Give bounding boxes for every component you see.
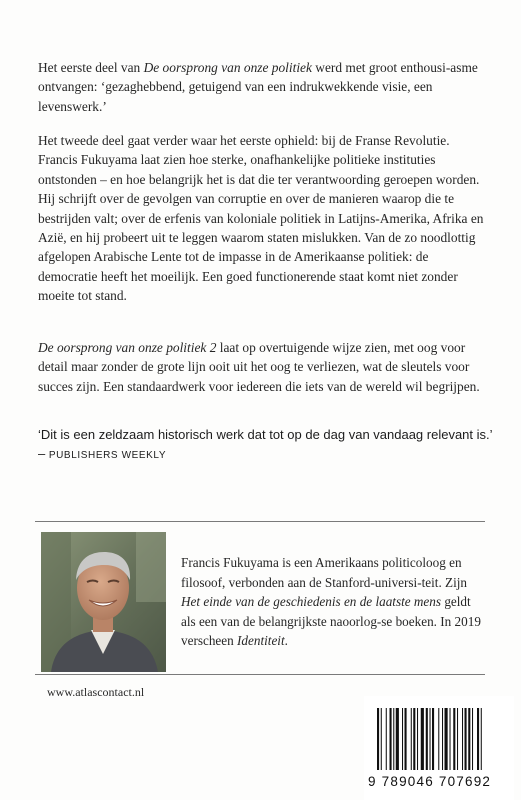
isbn-barcode <box>364 696 514 800</box>
author-portrait-image <box>41 532 166 672</box>
book-title: De oorsprong van onze politiek <box>143 60 312 75</box>
blurb-paragraph-1 <box>38 58 488 116</box>
review-quote <box>38 425 493 465</box>
author-photo <box>41 532 166 672</box>
author-bio-text-3: . <box>284 633 288 649</box>
blurb-paragraph-3 <box>38 338 488 396</box>
quote-text: ‘Dit is een zeldzaam historisch werk dat tot op de dag van vandaag relevant is.’ – <box>38 427 493 461</box>
author-book-title-1: Het einde van de geschiedenis en de laatste mens <box>181 594 442 610</box>
quote-source: PUBLISHERS WEEKLY <box>48 450 167 461</box>
author-bio <box>181 553 486 651</box>
blurb-p1-text-start: Het eerste deel van <box>38 60 144 75</box>
blurb-p3-text: laat op overtuigende wijze zien, met oog voor detail maar zonder de grote lijn ooit uit het oog te verliezen, wat de sleutels voor succes zijn. Een standaardwerk voor iedereen die iets van de wereld wil begrijpen. <box>38 340 480 394</box>
author-bio-text-2: geldt als een van de belangrijkste naoorlog-se boeken. In 2019 verscheen <box>181 594 481 649</box>
divider-bottom <box>35 674 485 675</box>
blurb-p1-text-end: werd met groot enthousi-asme ontvangen: ‘gezaghebbend, getuigend van een indrukwekkende visie, een levenswerk.’ <box>38 60 478 114</box>
author-book-title-2: Identiteit <box>237 633 285 649</box>
barcode-bars <box>377 708 517 770</box>
divider-top <box>35 521 485 522</box>
author-bio-text-1: Francis Fukuyama is een Amerikaans politicoloog en filosoof, verbonden aan de Stanford-universi-teit. Zijn <box>181 555 468 590</box>
publisher-website: www.atlascontact.nl <box>47 685 145 699</box>
blurb-paragraph-2: Het tweede deel gaat verder waar het eerste ophield: bij de Franse Revolutie. Francis Fukuyama laat zien hoe sterke, onafhankelijke politieke instituties ontstonden – en hoe belangrijk het is dat die ter verantwoording geroepen worden. Hij schrijft over de gevolgen van corruptie en over de manieren waarop die te bestrijden valt; over de erfenis van koloniale politiek in Latijns-Amerika, Afrika en Azië, en hij probeert uit te leggen waarom staten mislukken. Van de zo noodlottig afgelopen Arabische Lente tot de impasse in de Amerikaanse politiek: de democratie heeft het moeilijk. Een goed functionerende staat komt niet zonder moeite tot stand. <box>38 133 484 304</box>
isbn-number: 9 789046 707692 <box>368 774 492 789</box>
book-title-2: De oorsprong van onze politiek 2 <box>38 340 217 355</box>
